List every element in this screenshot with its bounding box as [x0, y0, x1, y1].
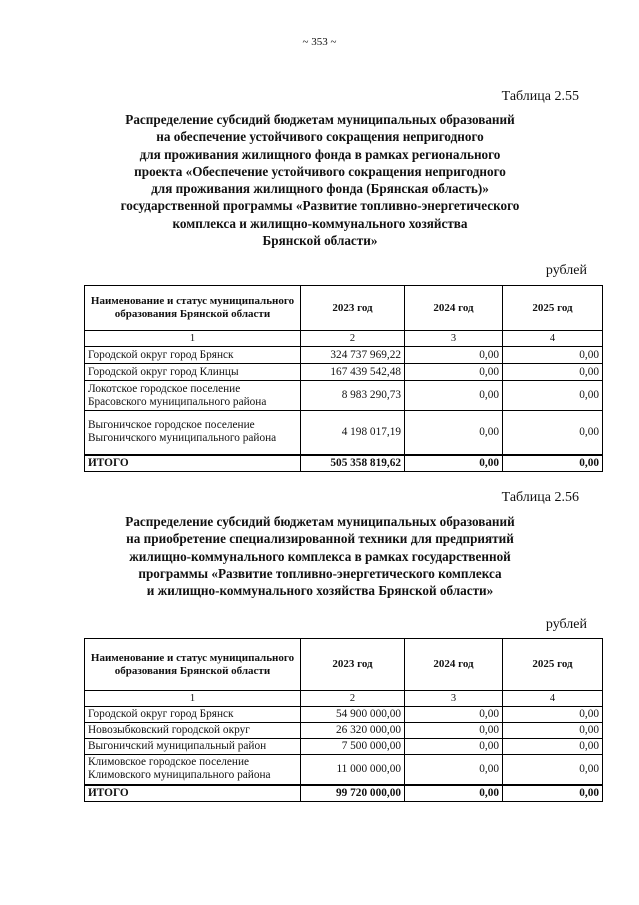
total-2024: 0,00	[405, 455, 503, 472]
total-2023: 99 720 000,00	[301, 785, 405, 802]
table-title	[90, 513, 550, 599]
title-line: программы «Развитие топливно-энергетического комплекса	[138, 565, 502, 581]
index-cell: 3	[405, 691, 503, 707]
value-2025: 0,00	[503, 347, 603, 364]
table-row	[85, 707, 603, 723]
header-row	[85, 639, 603, 691]
index-cell: 4	[503, 691, 603, 707]
column-header: Наименование и статус муниципального образования Брянской области	[85, 639, 301, 691]
value-2023: 26 320 000,00	[301, 723, 405, 739]
value-2025: 0,00	[503, 411, 603, 455]
table-label: Таблица 2.56	[501, 490, 579, 505]
column-header: Наименование и статус муниципального образования Брянской области	[85, 286, 301, 331]
row-name: Климовское городское поселение Климовского муниципального района	[85, 755, 301, 785]
index-cell: 1	[85, 331, 301, 347]
title-line: комплекса и жилищно-коммунального хозяйства	[172, 215, 468, 231]
column-header: 2024 год	[405, 639, 503, 691]
unit-label: рублей	[545, 263, 587, 278]
table-title	[90, 111, 550, 249]
page-number: ~ 353 ~	[302, 36, 337, 48]
column-header: 2023 год	[301, 639, 405, 691]
table-label: Таблица 2.55	[501, 89, 579, 104]
subsidy-table	[84, 638, 603, 802]
row-name: Локотское городское поселение Брасовского муниципального района	[85, 381, 301, 411]
unit-label: рублей	[545, 617, 587, 632]
column-header: 2023 год	[301, 286, 405, 331]
title-line: жилищно-коммунального комплекса в рамках государственной	[129, 548, 511, 564]
index-cell: 2	[301, 691, 405, 707]
total-2025: 0,00	[503, 455, 603, 472]
total-2023: 505 358 819,62	[301, 455, 405, 472]
row-name: Городской округ город Брянск	[85, 707, 301, 723]
value-2025: 0,00	[503, 381, 603, 411]
value-2024: 0,00	[405, 347, 503, 364]
total-2025: 0,00	[503, 785, 603, 802]
index-row	[85, 691, 603, 707]
row-name: Городской округ город Клинцы	[85, 364, 301, 381]
index-row	[85, 331, 603, 347]
subsidy-table	[84, 285, 603, 472]
value-2024: 0,00	[405, 364, 503, 381]
row-name: Выгоничский муниципальный район	[85, 739, 301, 755]
value-2024: 0,00	[405, 381, 503, 411]
value-2025: 0,00	[503, 755, 603, 785]
index-cell: 3	[405, 331, 503, 347]
table-row	[85, 739, 603, 755]
title-line: Распределение субсидий бюджетам муниципальных образований	[125, 514, 515, 529]
index-cell: 1	[85, 691, 301, 707]
value-2023: 324 737 969,22	[301, 347, 405, 364]
title-line: государственной программы «Развитие топливно-энергетического	[120, 198, 520, 214]
value-2025: 0,00	[503, 707, 603, 723]
total-2024: 0,00	[405, 785, 503, 802]
total-row	[85, 455, 603, 472]
title-line: и жилищно-коммунального хозяйства Брянской области»	[146, 583, 494, 599]
value-2023: 4 198 017,19	[301, 411, 405, 455]
value-2024: 0,00	[405, 739, 503, 755]
column-header: 2025 год	[503, 639, 603, 691]
row-name: Выгоничское городское поселение Выгоничского муниципального района	[85, 411, 301, 455]
value-2025: 0,00	[503, 739, 603, 755]
table-row	[85, 755, 603, 785]
row-name: Новозыбковский городской округ	[85, 723, 301, 739]
index-cell: 2	[301, 331, 405, 347]
value-2024: 0,00	[405, 755, 503, 785]
value-2023: 8 983 290,73	[301, 381, 405, 411]
header-row	[85, 286, 603, 331]
value-2023: 11 000 000,00	[301, 755, 405, 785]
total-label: ИТОГО	[85, 785, 301, 802]
title-line: проекта «Обеспечение устойчивого сокращения непригодного	[134, 163, 506, 179]
table-row	[85, 723, 603, 739]
table-row	[85, 411, 603, 455]
total-label: ИТОГО	[85, 455, 301, 472]
value-2025: 0,00	[503, 723, 603, 739]
value-2023: 167 439 542,48	[301, 364, 405, 381]
title-line: Брянской области»	[262, 233, 378, 249]
table-row	[85, 347, 603, 364]
title-line: на приобретение специализированной техники для предприятий	[126, 531, 514, 547]
total-row	[85, 785, 603, 802]
value-2023: 54 900 000,00	[301, 707, 405, 723]
value-2024: 0,00	[405, 723, 503, 739]
row-name: Городской округ город Брянск	[85, 347, 301, 364]
value-2024: 0,00	[405, 707, 503, 723]
index-cell: 4	[503, 331, 603, 347]
value-2024: 0,00	[405, 411, 503, 455]
title-line: для проживания жилищного фонда (Брянская область)»	[151, 181, 489, 197]
column-header: 2025 год	[503, 286, 603, 331]
table-row	[85, 364, 603, 381]
column-header: 2024 год	[405, 286, 503, 331]
title-line: Распределение субсидий бюджетам муниципальных образований	[125, 112, 515, 127]
title-line: для проживания жилищного фонда в рамках регионального	[139, 146, 501, 162]
value-2023: 7 500 000,00	[301, 739, 405, 755]
value-2025: 0,00	[503, 364, 603, 381]
title-line: на обеспечение устойчивого сокращения непригодного	[156, 129, 484, 145]
table-row	[85, 381, 603, 411]
